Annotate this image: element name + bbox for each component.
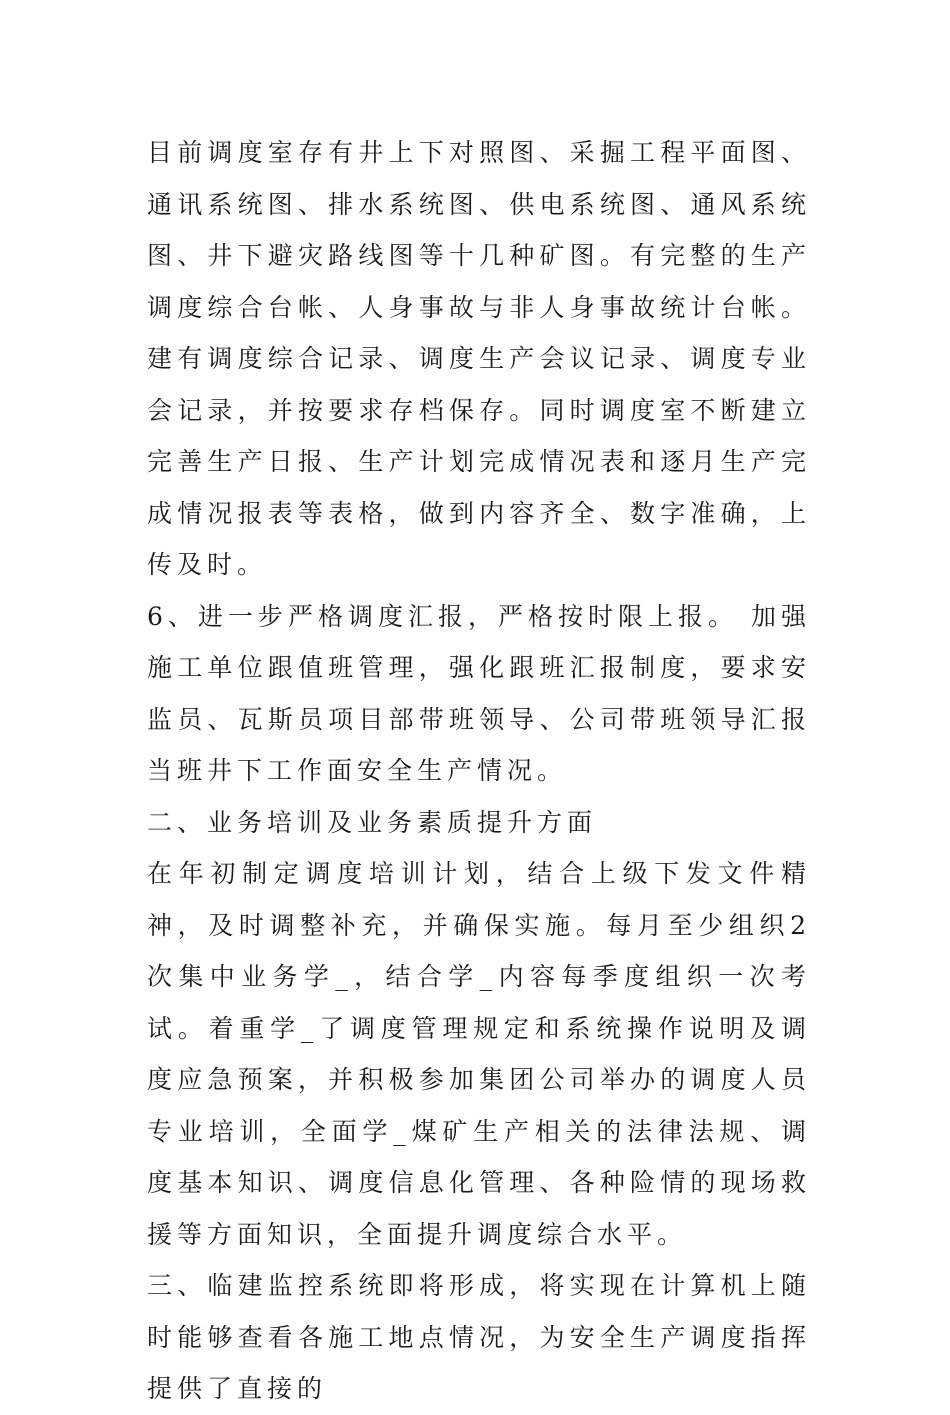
document-body [147,127,811,1415]
paragraph-mine-maps-records: 目前调度室存有井上下对照图、采掘工程平面图、通讯系统图、排水系统图、供电系统图、通风系统图、井下避灾路线图等十几种矿图。有完整的生产调度综合台帐、人身事故与非人身事故统计台帐。建有调度综合记录、调度生产会议记录、调度专业会记录，并按要求存档保存。同时调度室不断建立完善生产日报、生产计划完成情况表和逐月生产完成情况报表等表格，做到内容齐全、数字准确，上传及时。 [147,138,811,579]
paragraph-training-plan: 在年初制定调度培训计划，结合上级下发文件精神，及时调整补充，并确保实施。每月至少组织2次集中业务学_，结合学_内容每季度组织一次考试。着重学_了调度管理规定和系统操作说明及调度应急预案，并积极参加集团公司举办的调度人员专业培训，全面学_煤矿生产相关的法律法规、调度基本知识、调度信息化管理、各种险情的现场救援等方面知识，全面提升调度综合水平。 [147,859,811,1249]
paragraph-dispatch-reporting: 6、进一步严格调度汇报，严格按时限上报。 加强施工单位跟值班管理，强化跟班汇报制度，要求安监员、瓦斯员项目部带班领导、公司带班领导汇报当班井下工作面安全生产情况。 [147,601,811,785]
paragraph-monitoring-system: 三、临建监控系统即将形成，将实现在计算机上随时能够查看各施工地点情况，为安全生产调度指挥提供了直接的 [147,1271,811,1403]
section-heading-training: 二、业务培训及业务素质提升方面 [147,807,598,837]
